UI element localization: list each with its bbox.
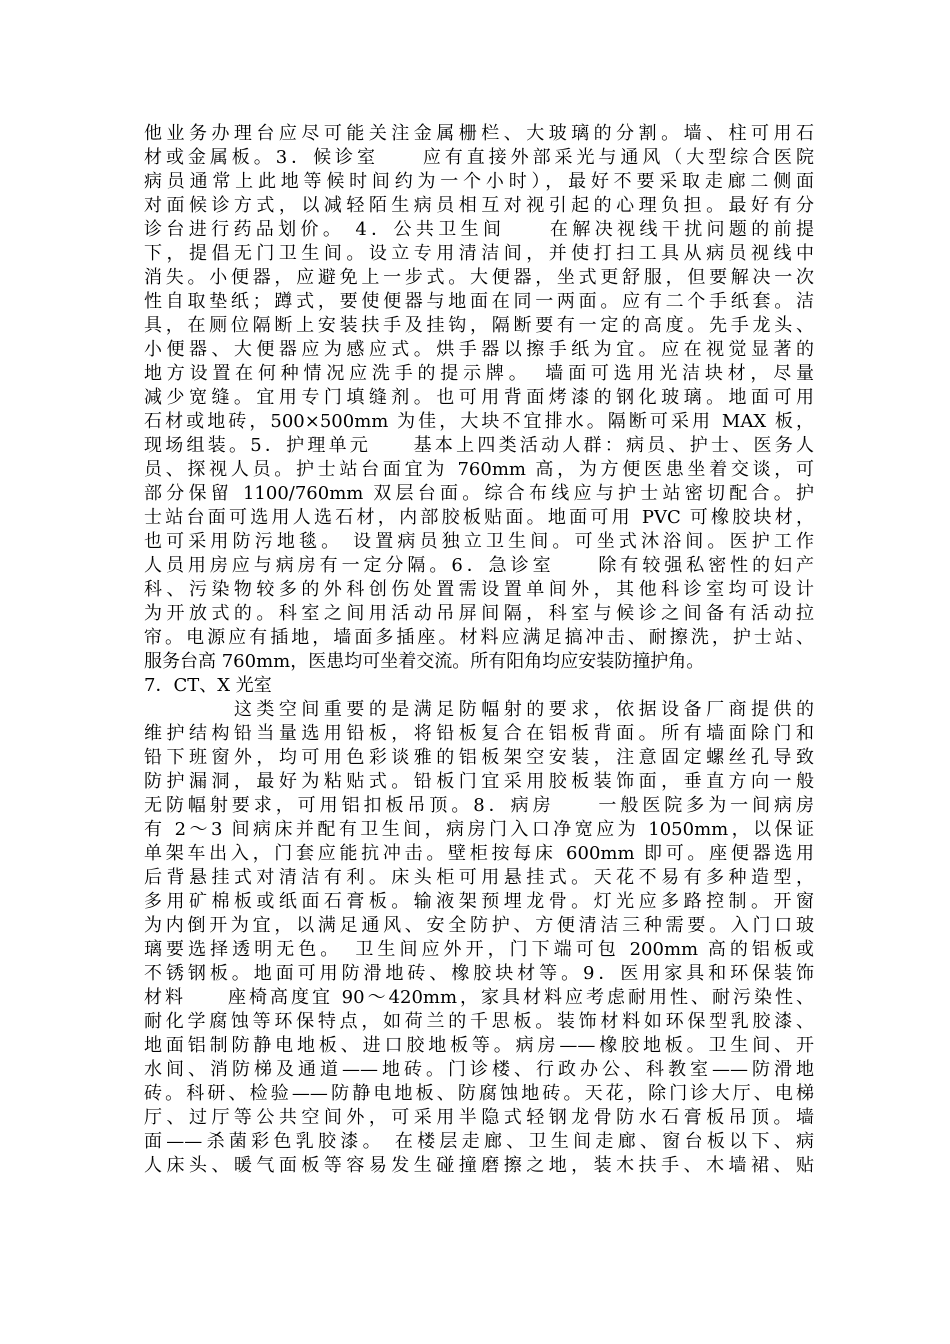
text-line: 无防幅射要求，可用铝扣板吊顶。8．病房 一般医院多为一间病房 <box>144 795 814 816</box>
text-line: 水间、消防梯及通道——地砖。门诊楼、行政办公、科教室——防滑地 <box>144 1059 814 1080</box>
text-line: 消失。小便器，应避免上一步式。大便器，坐式更舒服，但要解决一次 <box>144 267 814 288</box>
text-line: 材或金属板。3．候诊室 应有直接外部采光与通风（大型综合医院 <box>144 147 814 168</box>
text-line: 士站台面可选用人选石材，内部胶板贴面。地面可用 PVC 可橡胶块材， <box>144 507 814 528</box>
text-line: 不锈钢板。地面可用防滑地砖、橡胶块材等。9．医用家具和环保装饰 <box>144 963 814 984</box>
text-line: 现场组装。5．护理单元 基本上四类活动人群：病员、护士、医务人 <box>144 435 814 456</box>
body-text <box>144 122 814 1178</box>
text-line: 这类空间重要的是满足防幅射的要求，依据设备厂商提供的 <box>144 699 814 720</box>
text-line: 诊台进行药品划价。 4．公共卫生间 在解决视线干扰问题的前提 <box>144 219 814 240</box>
text-line: 璃要选择透明无色。 卫生间应外开，门下端可包 200mm 高的铝板或 <box>144 939 814 960</box>
text-line: 单架车出入，门套应能抗冲击。壁柜按每床 600mm 即可。座便器选用 <box>144 843 814 864</box>
text-line: 下，提倡无门卫生间。设立专用清洁间，并使打扫工具从病员视线中 <box>144 243 814 264</box>
text-line: 维护结构铅当量选用铅板，将铅板复合在铝板背面。所有墙面除门和 <box>144 723 814 744</box>
text-line: 小便器、大便器应为感应式。烘手器以擦手纸为宜。应在视觉显著的 <box>144 339 814 360</box>
text-line: 对面候诊方式，以减轻陌生病员相互对视引起的心理负担。最好有分 <box>144 195 814 216</box>
text-line: 面——杀菌彩色乳胶漆。 在楼层走廊、卫生间走廊、窗台板以下、病 <box>144 1131 814 1152</box>
text-line: 多用矿棉板或纸面石膏板。输液架预埋龙骨。灯光应多路控制。开窗 <box>144 891 814 912</box>
text-line: 科、污染物较多的外科创伤处置需设置单间外，其他科诊室均可设计 <box>144 579 814 600</box>
text-line: 材料 座椅高度宜 90～420mm，家具材料应考虑耐用性、耐污染性、 <box>144 987 814 1008</box>
text-line: 为开放式的。科室之间用活动吊屏间隔，科室与候诊之间备有活动拉 <box>144 603 814 624</box>
text-line: 后背悬挂式对清洁有利。床头柜可用悬挂式。天花不易有多种造型， <box>144 867 814 888</box>
text-line: 性自取垫纸；蹲式，要使便器与地面在同一两面。应有二个手纸套。洁 <box>144 291 814 312</box>
text-line: 地方设置在何种情况应洗手的提示牌。 墙面可选用光洁块材，尽量 <box>144 363 814 384</box>
text-line: 耐化学腐蚀等环保特点，如荷兰的千思板。装饰材料如环保型乳胶漆、 <box>144 1011 814 1032</box>
text-line: 人员用房应与病房有一定分隔。6．急诊室 除有较强私密性的妇产 <box>144 555 814 576</box>
text-line: 病员通常上此地等候时间约为一个小时），最好不要采取走廊二侧面 <box>144 171 814 192</box>
text-line: 铅下班窗外，均可用色彩谈雅的铝板架空安装，注意固定螺丝孔导致 <box>144 747 814 768</box>
text-line: 厅、过厅等公共空间外，可采用半隐式轻钢龙骨防水石膏板吊顶。墙 <box>144 1107 814 1128</box>
text-line: 他业务办理台应尽可能关注金属栅栏、大玻璃的分割。墙、柱可用石 <box>144 123 814 144</box>
text-line: 地面铝制防静电地板、进口胶地板等。病房——橡胶地板。卫生间、开 <box>144 1035 814 1056</box>
text-line: 帘。电源应有插地，墙面多插座。材料应满足搞冲击、耐擦洗，护士站、 <box>144 627 814 648</box>
text-line: 部分保留 1100/760mm 双层台面。综合布线应与护士站密切配合。护 <box>144 483 814 504</box>
section-heading: 7．CT、X 光室 <box>144 675 272 696</box>
text-line: 有 2～3 间病床并配有卫生间，病房门入口净宽应为 1050mm，以保证 <box>144 819 814 840</box>
text-line: 员、探视人员。护士站台面宜为 760mm 高，为方便医患坐着交谈，可 <box>144 459 814 480</box>
text-line: 服务台高 760mm，医患均可坐着交流。所有阳角均应安装防撞护角。 <box>144 651 705 672</box>
text-line: 减少宽缝。宜用专门填缝剂。也可用背面烤漆的钢化玻璃。地面可用 <box>144 387 814 408</box>
text-line: 人床头、暖气面板等容易发生碰撞磨擦之地，装木扶手、木墙裙、贴 <box>144 1155 814 1176</box>
text-line: 具，在厕位隔断上安装扶手及挂钩，隔断要有一定的高度。先手龙头、 <box>144 315 814 336</box>
text-line: 砖。科研、检验——防静电地板、防腐蚀地砖。天花，除门诊大厅、电梯 <box>144 1083 814 1104</box>
text-line: 防护漏洞，最好为粘贴式。铅板门宜采用胶板装饰面，垂直方向一般 <box>144 771 814 792</box>
text-line: 也可采用防污地毯。 设置病员独立卫生间。可坐式沐浴间。医护工作 <box>144 531 814 552</box>
text-line: 为内倒开为宜，以满足通风、安全防护、方便清洁三种需要。入门口玻 <box>144 915 814 936</box>
text-line: 石材或地砖，500×500mm 为佳，大块不宜排水。隔断可采用 MAX 板， <box>144 411 814 432</box>
